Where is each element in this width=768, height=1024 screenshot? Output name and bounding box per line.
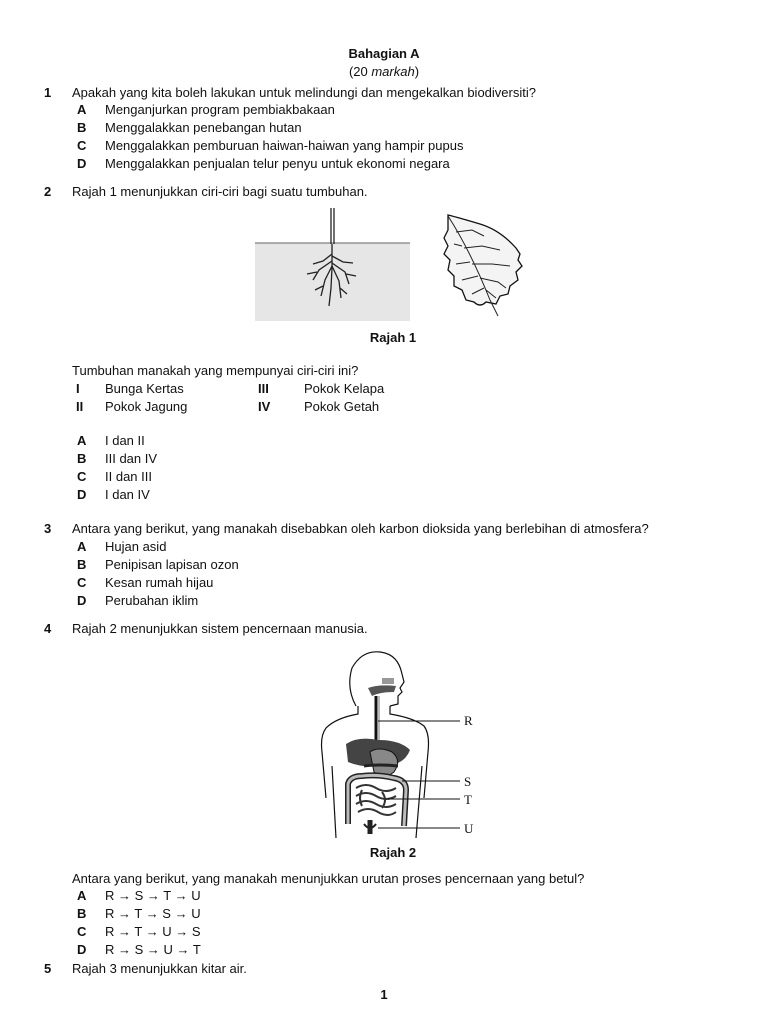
- option-letter: D: [77, 942, 87, 957]
- question-text: Apakah yang kita boleh lakukan untuk melindungi dan mengekalkan biodiversiti?: [72, 85, 536, 100]
- option-text: R → T → U → S: [105, 924, 201, 939]
- figure-label-r: R: [464, 713, 473, 728]
- option-text: Penipisan lapisan ozon: [105, 557, 239, 572]
- question-prompt: Tumbuhan manakah yang mempunyai ciri-ciri ini?: [72, 363, 359, 378]
- marks-label: (20 markah): [348, 64, 420, 79]
- figure-label-u: U: [464, 821, 474, 836]
- question-text: Antara yang berikut, yang manakah disebabkan oleh karbon dioksida yang berlebihan di atmosfera?: [72, 521, 649, 536]
- item-text: Pokok Jagung: [105, 399, 188, 414]
- option-letter: D: [77, 487, 87, 502]
- option-letter: C: [77, 138, 87, 153]
- item-numeral: II: [76, 399, 84, 414]
- digestive-system-figure: [318, 648, 488, 838]
- option-letter: D: [77, 593, 87, 608]
- option-text: II dan III: [105, 469, 152, 484]
- option-text: R → S → T → U: [105, 888, 201, 903]
- option-text: I dan IV: [105, 487, 150, 502]
- item-numeral: III: [258, 381, 269, 396]
- option-text: III dan IV: [105, 451, 158, 466]
- item-text: Bunga Kertas: [105, 381, 184, 396]
- option-letter: C: [77, 924, 87, 939]
- option-letter: B: [77, 557, 87, 572]
- option-letter: B: [77, 451, 87, 466]
- option-letter: B: [77, 906, 87, 921]
- question-number: 1: [44, 85, 52, 100]
- question-prompt: Antara yang berikut, yang manakah menunjukkan urutan proses pencernaan yang betul?: [72, 871, 585, 886]
- figure-caption: Rajah 1: [369, 330, 417, 345]
- option-text: R → T → S → U: [105, 906, 201, 921]
- page-number: 1: [380, 987, 388, 1002]
- option-text: Menggalakkan pemburuan haiwan-haiwan yang hampir pupus: [105, 138, 464, 153]
- option-text: Hujan asid: [105, 539, 167, 554]
- option-text: Perubahan iklim: [105, 593, 199, 608]
- option-letter: A: [77, 539, 87, 554]
- question-text: Rajah 1 menunjukkan ciri-ciri bagi suatu tumbuhan.: [72, 184, 368, 199]
- option-letter: A: [77, 433, 87, 448]
- option-letter: D: [77, 156, 87, 171]
- question-number: 5: [44, 961, 52, 976]
- item-text: Pokok Kelapa: [304, 381, 385, 396]
- option-text: R → S → U → T: [105, 942, 201, 957]
- option-letter: A: [77, 888, 87, 903]
- question-text: Rajah 2 menunjukkan sistem pencernaan manusia.: [72, 621, 368, 636]
- figure-label-t: T: [464, 792, 472, 807]
- option-text: Menganjurkan program pembiakbakaan: [105, 102, 335, 117]
- item-text: Pokok Getah: [304, 399, 380, 414]
- option-letter: B: [77, 120, 87, 135]
- option-text: I dan II: [105, 433, 145, 448]
- figure-label-s: S: [464, 774, 472, 789]
- question-number: 2: [44, 184, 52, 199]
- option-text: Menggalakkan penjualan telur penyu untuk ekonomi negara: [105, 156, 450, 171]
- question-number: 4: [44, 621, 52, 636]
- item-numeral: I: [76, 381, 80, 396]
- option-text: Menggalakkan penebangan hutan: [105, 120, 302, 135]
- question-number: 3: [44, 521, 52, 536]
- option-letter: A: [77, 102, 87, 117]
- fibrous-root-figure: [255, 206, 410, 321]
- leaf-figure: [440, 210, 530, 320]
- option-letter: C: [77, 469, 87, 484]
- option-text: Kesan rumah hijau: [105, 575, 214, 590]
- figure-caption: Rajah 2: [369, 845, 417, 860]
- option-letter: C: [77, 575, 87, 590]
- item-numeral: IV: [258, 399, 271, 414]
- section-title: Bahagian A: [348, 46, 420, 61]
- question-text: Rajah 3 menunjukkan kitar air.: [72, 961, 247, 976]
